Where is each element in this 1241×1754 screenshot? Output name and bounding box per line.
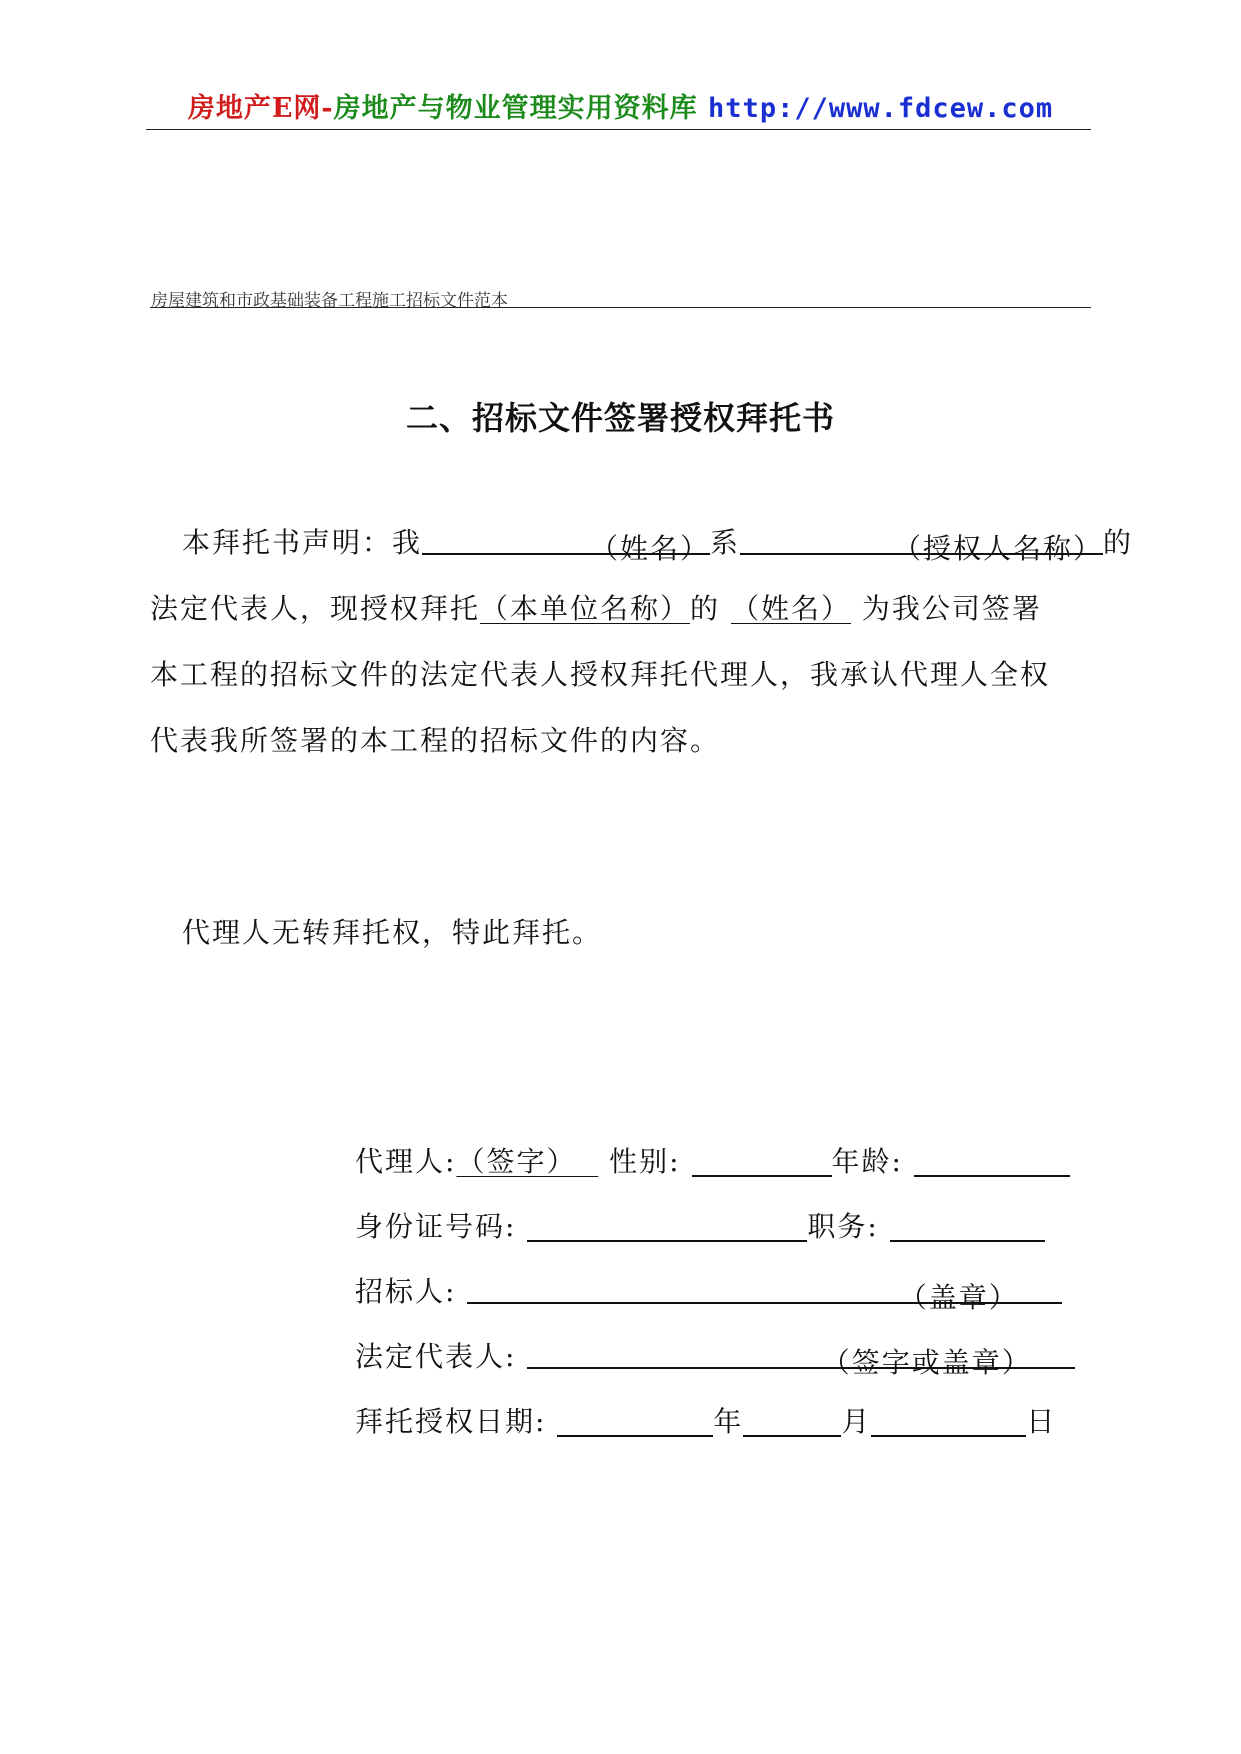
id-number-field[interactable] (527, 1214, 807, 1242)
id-row: 身份证号码: 职务: (355, 1205, 1045, 1245)
agent-row: 代理人:（签字） 性别: 年龄: (355, 1140, 1070, 1180)
tenderer-field[interactable]: （盖章） (467, 1276, 1062, 1304)
month-field[interactable] (743, 1409, 841, 1437)
banner-site-name: 房地产E网 (187, 93, 322, 124)
age-field[interactable] (914, 1149, 1070, 1177)
banner-tagline: 房地产与物业管理实用资料库 (333, 93, 698, 124)
header-divider (150, 307, 1091, 308)
document-title: 二、招标文件签署授权拜托书 (405, 399, 835, 437)
unit-name-blank[interactable]: （本单位名称） (480, 592, 691, 625)
statement-line-3: 本工程的招标文件的法定代表人授权拜托代理人，我承认代理人全权 (150, 658, 1051, 691)
gender-field[interactable] (692, 1149, 832, 1177)
name-blank[interactable]: （姓名） (422, 527, 710, 555)
legal-rep-row: 法定代表人: （签字或盖章） (355, 1335, 1075, 1375)
running-header: 房屋建筑和市政基础装备工程施工招标文件范本 (151, 291, 508, 311)
no-transfer-statement: 代理人无转拜托权，特此拜托。 (182, 916, 603, 949)
banner-divider (146, 129, 1091, 130)
year-field[interactable] (557, 1409, 713, 1437)
day-field[interactable] (871, 1409, 1026, 1437)
statement-line-4: 代表我所签署的本工程的招标文件的内容。 (150, 724, 721, 757)
position-field[interactable] (890, 1214, 1045, 1242)
legal-rep-field[interactable]: （签字或盖章） (527, 1341, 1075, 1369)
banner-url-link[interactable]: http://www.fdcew.com (708, 93, 1054, 124)
agent-name-blank[interactable]: （姓名） (730, 592, 851, 625)
banner-dash: - (321, 93, 334, 124)
principal-name-blank[interactable]: （授权人名称） (740, 527, 1103, 555)
site-banner (0, 86, 1241, 125)
agent-signature-field[interactable]: （签字） (456, 1145, 577, 1178)
date-row: 拜托授权日期: 年 月 日 (355, 1405, 1057, 1438)
statement-line-1: 本拜托书声明：我 （姓名）系 （授权人名称）的 (182, 526, 1134, 565)
statement-line-2: 法定代表人，现授权拜托（本单位名称）的 （姓名） 为我公司签署 (150, 592, 1042, 625)
tenderer-row: 招标人: （盖章） (355, 1270, 1062, 1310)
